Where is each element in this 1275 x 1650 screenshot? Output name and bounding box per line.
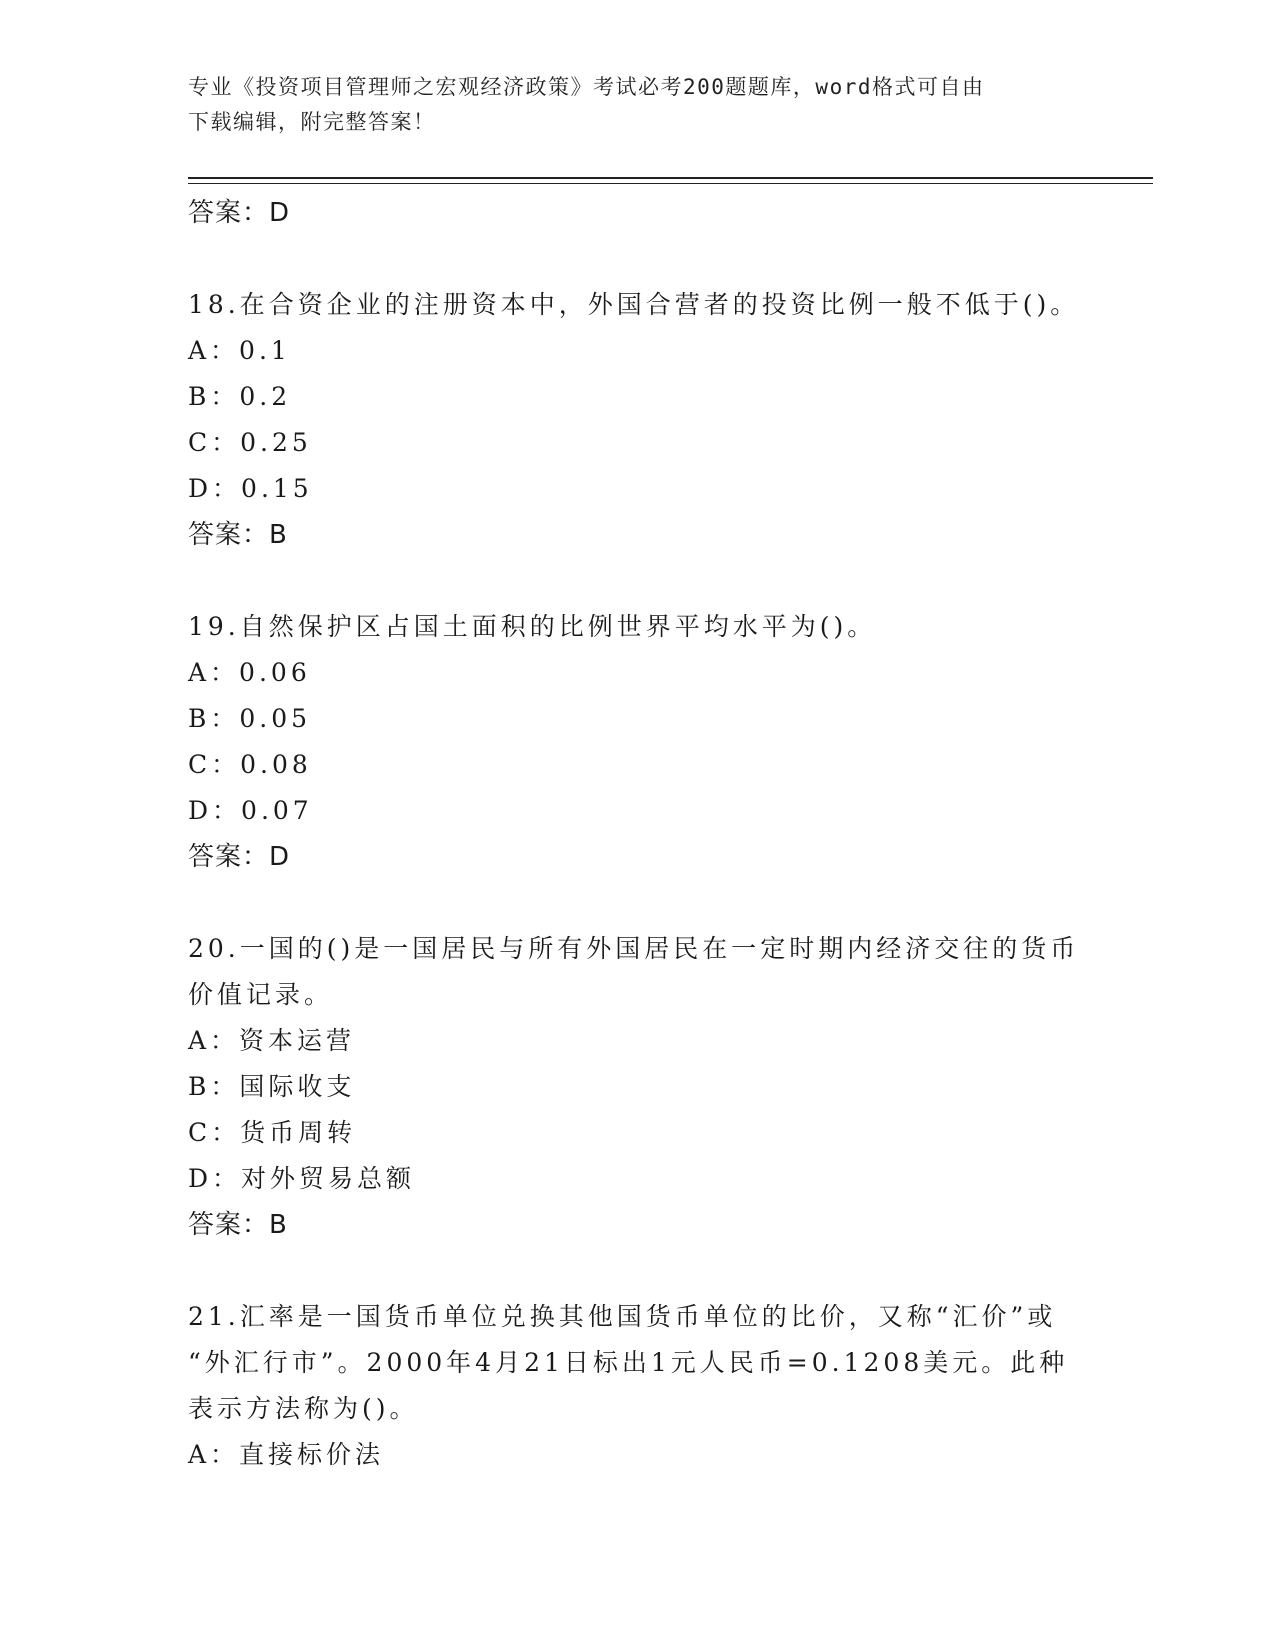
option-c: C：0.08 xyxy=(188,750,312,779)
answer: 答案：B xyxy=(188,1210,288,1240)
option-a: A：资本运营 xyxy=(188,1026,356,1055)
previous-answer: 答案：D xyxy=(188,198,291,228)
answer: 答案：D xyxy=(188,842,291,872)
question-text-line-2: “外汇行市”。2000年4月21日标出1元人民币=0.1208美元。此种 xyxy=(188,1348,1069,1377)
question-19 xyxy=(188,604,1148,880)
header-line-1: 专业《投资项目管理师之宏观经济政策》考试必考200题题库，word格式可自由 xyxy=(188,75,985,99)
document-header xyxy=(188,70,1088,140)
question-text-line-3: 表示方法称为()。 xyxy=(188,1394,419,1423)
option-d: D：0.15 xyxy=(188,474,313,503)
option-d: D：对外贸易总额 xyxy=(188,1164,416,1193)
spacer xyxy=(188,880,1148,926)
option-c: C：货币周转 xyxy=(188,1118,357,1147)
option-a: A：0.1 xyxy=(188,336,291,365)
option-b: B：国际收支 xyxy=(188,1072,356,1101)
option-b: B：0.2 xyxy=(188,382,292,411)
header-rule-thin xyxy=(188,183,1153,184)
question-text-line-1: 21.汇率是一国货币单位兑换其他国货币单位的比价，又称“汇价”或 xyxy=(188,1302,1057,1331)
question-18 xyxy=(188,282,1148,558)
question-21 xyxy=(188,1294,1148,1478)
question-text: 19.自然保护区占国土面积的比例世界平均水平为()。 xyxy=(188,612,877,641)
option-c: C：0.25 xyxy=(188,428,312,457)
header-line-2: 下载编辑，附完整答案！ xyxy=(188,110,436,134)
question-text-line-1: 20.一国的()是一国居民与所有外国居民在一定时期内经济交往的货币 xyxy=(188,934,1080,963)
question-content xyxy=(188,190,1148,1478)
option-b: B：0.05 xyxy=(188,704,312,733)
spacer xyxy=(188,558,1148,604)
option-a: A：直接标价法 xyxy=(188,1440,385,1469)
option-d: D：0.07 xyxy=(188,796,313,825)
question-text-line-2: 价值记录。 xyxy=(188,980,334,1009)
question-text: 18.在合资企业的注册资本中，外国合营者的投资比例一般不低于()。 xyxy=(188,290,1080,319)
spacer xyxy=(188,1248,1148,1294)
option-a: A：0.06 xyxy=(188,658,311,687)
header-rule-thick xyxy=(188,177,1153,179)
spacer xyxy=(188,236,1148,282)
question-20 xyxy=(188,926,1148,1248)
answer: 答案：B xyxy=(188,520,288,550)
